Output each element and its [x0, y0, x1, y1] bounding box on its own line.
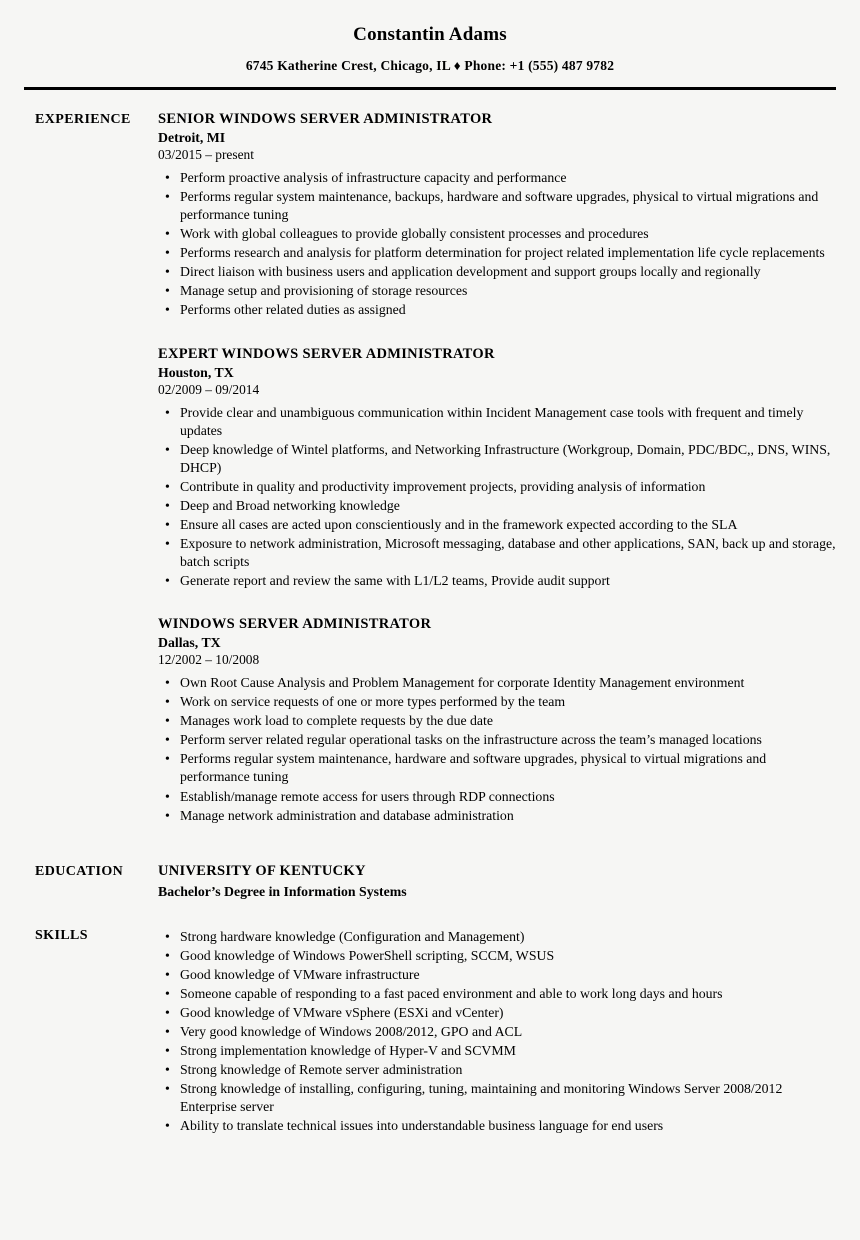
job-bullet-item: • Exposure to network administration, Microsoft messaging, database and other applications, SAN, back up and storage, batch scripts — [158, 535, 836, 571]
job-bullet-item: • Manages work load to complete requests by the due date — [158, 712, 836, 730]
job-bullet-list — [158, 169, 836, 320]
skill-item: • Someone capable of responding to a fast paced environment and able to work long days and hours — [158, 985, 836, 1003]
education-degree: Bachelor’s Degree in Information Systems — [158, 883, 407, 899]
job-entry — [158, 616, 836, 825]
section-label-experience: EXPERIENCE — [35, 112, 131, 127]
education-content — [158, 863, 836, 900]
job-dates: 03/2015 – present — [158, 147, 254, 162]
job-list — [158, 111, 836, 825]
section-skills — [0, 927, 836, 1136]
job-title: WINDOWS SERVER ADMINISTRATOR — [158, 616, 432, 633]
skill-item: • Good knowledge of Windows PowerShell scripting, SCCM, WSUS — [158, 947, 836, 965]
skill-item: • Very good knowledge of Windows 2008/2012, GPO and ACL — [158, 1023, 836, 1041]
job-bullet-item: • Contribute in quality and productivity improvement projects, providing analysis of information — [158, 478, 836, 496]
job-bullet-list — [158, 674, 836, 825]
job-bullet-item: • Perform proactive analysis of infrastructure capacity and performance — [158, 169, 836, 187]
job-title: SENIOR WINDOWS SERVER ADMINISTRATOR — [158, 111, 493, 127]
job-bullet-item: • Direct liaison with business users and application development and support groups locally and regionally — [158, 263, 836, 281]
skill-item: • Strong knowledge of Remote server administration — [158, 1061, 836, 1079]
job-title: EXPERT WINDOWS SERVER ADMINISTRATOR — [158, 345, 495, 362]
job-location: Dallas, TX — [158, 635, 221, 651]
job-bullet-item: • Ensure all cases are acted upon conscientiously and in the framework expected according to the SLA — [158, 516, 836, 534]
section-experience — [0, 111, 836, 825]
job-bullet-item: • Performs regular system maintenance, backups, hardware and software upgrades, physical to virtual migrations and performance tuning — [158, 188, 836, 224]
job-bullet-item: • Deep and Broad networking knowledge — [158, 497, 836, 515]
job-dates: 02/2009 – 09/2014 — [158, 381, 260, 397]
job-bullet-item: • Performs other related duties as assigned — [158, 301, 836, 319]
job-bullet-item: • Manage network administration and database administration — [158, 807, 836, 825]
skill-item: • Strong knowledge of installing, configuring, tuning, maintaining and monitoring Windows Server 2008/2012 Enterprise server — [158, 1080, 836, 1116]
job-bullet-item: • Perform server related regular operational tasks on the infrastructure across the team’s managed locations — [158, 731, 836, 749]
job-location: Houston, TX — [158, 364, 234, 380]
job-bullet-item: • Establish/manage remote access for users through RDP connections — [158, 788, 836, 806]
skill-item: • Strong hardware knowledge (Configuration and Management) — [158, 928, 836, 946]
job-bullet-item: • Own Root Cause Analysis and Problem Management for corporate Identity Management environment — [158, 674, 836, 692]
skills-content — [158, 927, 836, 1136]
job-bullet-item: • Work with global colleagues to provide globally consistent processes and procedures — [158, 225, 836, 243]
section-label-skills: SKILLS — [35, 927, 88, 943]
job-bullet-item: • Performs regular system maintenance, hardware and software upgrades, physical to virtual migrations and performance tuning — [158, 750, 836, 786]
job-bullet-item: • Generate report and review the same with L1/L2 teams, Provide audit support — [158, 572, 836, 590]
job-entry — [158, 111, 836, 320]
header-divider — [24, 87, 836, 90]
job-bullet-item: • Manage setup and provisioning of storage resources — [158, 282, 836, 300]
candidate-name: Constantin Adams — [353, 24, 507, 45]
job-bullet-item: • Provide clear and unambiguous communication within Incident Management case tools with frequent and timely updates — [158, 404, 836, 440]
job-bullet-list — [158, 404, 836, 591]
education-school: UNIVERSITY OF KENTUCKY — [158, 862, 366, 879]
section-label-education: EDUCATION — [35, 863, 124, 879]
skill-item: • Good knowledge of VMware vSphere (ESXi and vCenter) — [158, 1004, 836, 1022]
contact-line: 6745 Katherine Crest, Chicago, IL ♦ Phone: +1 (555) 487 9782 — [245, 58, 615, 73]
skill-item: • Ability to translate technical issues into understandable business language for end users — [158, 1117, 836, 1135]
job-bullet-item: • Deep knowledge of Wintel platforms, and Networking Infrastructure (Workgroup, Domain, PDC/BDC,, DNS, WINS, DHCP) — [158, 441, 836, 477]
job-dates: 12/2002 – 10/2008 — [158, 652, 260, 668]
skill-item: • Strong implementation knowledge of Hyper-V and SCVMM — [158, 1042, 836, 1060]
resume-header — [0, 24, 860, 74]
skills-list — [158, 928, 836, 1136]
skill-item: • Good knowledge of VMware infrastructure — [158, 966, 836, 984]
job-location: Detroit, MI — [158, 130, 226, 145]
job-entry — [158, 346, 836, 591]
resume-body — [0, 111, 860, 1135]
section-education — [0, 863, 836, 900]
job-bullet-item: • Work on service requests of one or more types performed by the team — [158, 693, 836, 711]
job-bullet-item: • Performs research and analysis for platform determination for project related implementation life cycle replacements — [158, 244, 836, 262]
experience-content — [158, 111, 836, 825]
